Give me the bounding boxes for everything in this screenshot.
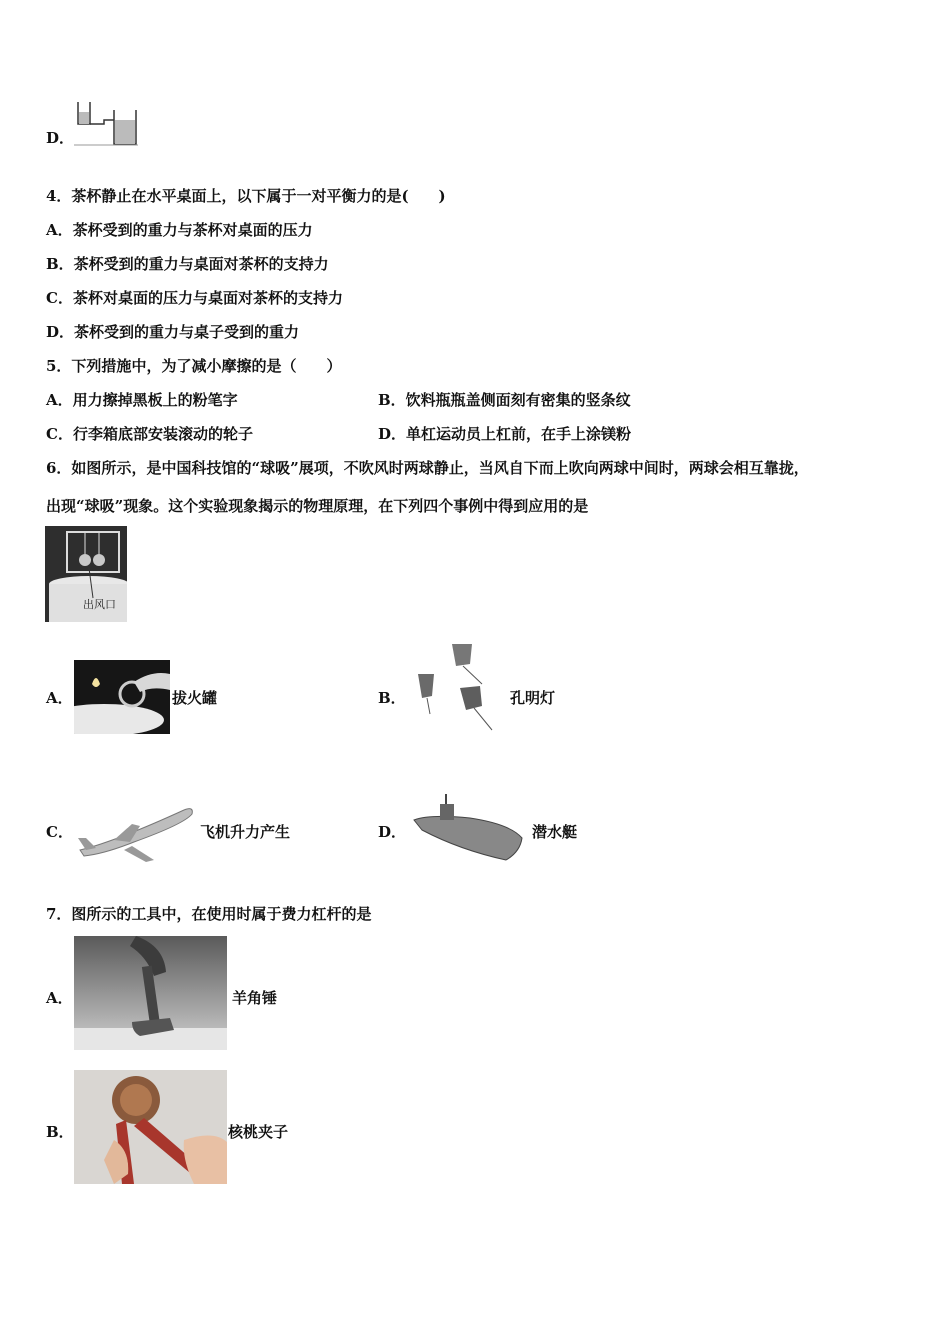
connected-vessels-image bbox=[74, 100, 138, 146]
q7-option-a-letter: A． bbox=[46, 989, 73, 1007]
q6-option-b-text: 孔明灯 bbox=[510, 689, 556, 707]
q6-option-a-letter: A． bbox=[46, 689, 73, 707]
nutcracker-image bbox=[74, 1070, 227, 1184]
q5-option-a: A．用力擦掉黑板上的粉笔字 bbox=[46, 391, 238, 409]
q6-stem-line2: 出现“球吸”现象。这个实验现象揭示的物理原理，在下列四个事例中得到应用的是 bbox=[46, 497, 589, 515]
q6-stem-line1: 6．如图所示，是中国科技馆的“球吸”展项，不吹风时两球静止，当风自下而上吹向两球中间时，两球会相互靠拢， bbox=[46, 459, 809, 477]
q4-stem: 4．茶杯静止在水平桌面上，以下属于一对平衡力的是( ) bbox=[46, 187, 446, 205]
submarine-image bbox=[410, 790, 526, 870]
q4-option-c: C．茶杯对桌面的压力与桌面对茶杯的支持力 bbox=[46, 289, 343, 307]
cupping-image bbox=[74, 660, 170, 734]
q4-option-b: B．茶杯受到的重力与桌面对茶杯的支持力 bbox=[46, 255, 329, 273]
q6-option-b-letter: B． bbox=[378, 689, 406, 707]
q5-option-d: D．单杠运动员上杠前，在手上涂镁粉 bbox=[378, 425, 632, 443]
sky-lanterns-image bbox=[412, 640, 502, 736]
q7-option-a-text: 羊角锤 bbox=[232, 989, 278, 1007]
q5-option-c: C．行李箱底部安装滚动的轮子 bbox=[46, 425, 253, 443]
q4-option-d: D．茶杯受到的重力与桌子受到的重力 bbox=[46, 323, 300, 341]
q7-option-b-text: 核桃夹子 bbox=[228, 1123, 289, 1141]
q7-option-b-letter: B． bbox=[46, 1123, 74, 1141]
airplane-image bbox=[74, 796, 198, 870]
claw-hammer-image bbox=[74, 936, 227, 1050]
q6-option-d-text: 潜水艇 bbox=[532, 823, 578, 841]
q7-stem: 7．图所示的工具中，在使用时属于费力杠杆的是 bbox=[46, 905, 372, 923]
q6-option-d-letter: D． bbox=[378, 823, 407, 841]
prev-option-d-label: D． bbox=[46, 129, 75, 147]
q4-option-a: A．茶杯受到的重力与茶杯对桌面的压力 bbox=[46, 221, 313, 239]
q6-option-c-text: 飞机升力产生 bbox=[200, 823, 291, 841]
ball-suction-exhibit-image bbox=[45, 526, 127, 622]
q6-option-c-letter: C． bbox=[46, 823, 73, 841]
q6-option-a-text: 拔火罐 bbox=[172, 689, 218, 707]
q5-option-b: B．饮料瓶瓶盖侧面刻有密集的竖条纹 bbox=[378, 391, 631, 409]
q5-stem: 5．下列措施中，为了减小摩擦的是（ ） bbox=[46, 357, 342, 375]
air-outlet-label: 出风口 bbox=[83, 598, 116, 611]
